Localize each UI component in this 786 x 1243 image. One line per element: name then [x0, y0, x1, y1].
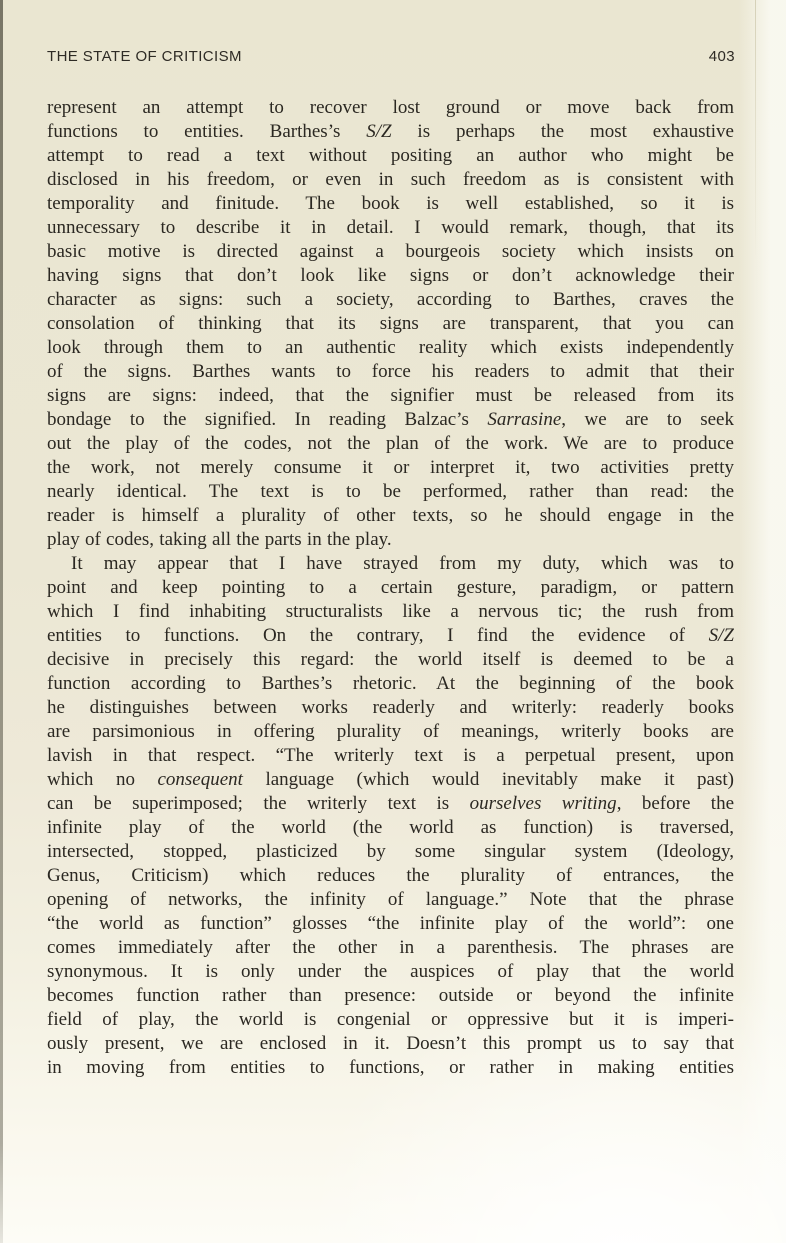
text-line: intersected, stopped, plasticized by some singular system (Ideology,: [47, 841, 734, 862]
text-line: “the world as function” glosses “the infinite play of the world”: one: [47, 913, 734, 934]
text-line: lavish in that respect. “The writerly text is a perpetual present, upon: [47, 745, 734, 766]
text-line: ously present, we are enclosed in it. Doesn’t this prompt us to say that: [47, 1033, 734, 1054]
text-line: having signs that don’t look like signs or don’t acknowledge their: [47, 265, 734, 286]
text-line: he distinguishes between works readerly and writerly: readerly books: [47, 697, 734, 718]
text-line: disclosed in his freedom, or even in such freedom as is consistent with: [47, 169, 734, 190]
text-line: becomes function rather than presence: outside or beyond the infinite: [47, 985, 734, 1006]
text-line: temporality and finitude. The book is well established, so it is: [47, 193, 734, 214]
text-line: signs are signs: indeed, that the signifier must be released from its: [47, 385, 734, 406]
text-line: Genus, Criticism) which reduces the plurality of entrances, the: [47, 865, 734, 886]
text-line: reader is himself a plurality of other texts, so he should engage in the: [47, 505, 734, 526]
text-line: which no consequent language (which would inevitably make it past): [47, 769, 734, 790]
running-head-title: THE STATE OF CRITICISM: [47, 48, 242, 65]
body-text: [47, 96, 734, 1080]
text-line: field of play, the world is congenial or oppressive but it is imperi-: [47, 1009, 734, 1030]
text-line: consolation of thinking that its signs are transparent, that you can: [47, 313, 734, 334]
text-line: basic motive is directed against a bourgeois society which insists on: [47, 241, 734, 262]
text-line: represent an attempt to recover lost ground or move back from: [47, 97, 734, 118]
text-line: unnecessary to describe it in detail. I would remark, though, that its: [47, 217, 734, 238]
scan-edge-shadow: [0, 0, 3, 1243]
text-line: It may appear that I have strayed from my duty, which was to: [71, 553, 734, 574]
text-line: can be superimposed; the writerly text is ourselves writing, before the: [47, 793, 734, 814]
text-line: the work, not merely consume it or interpret it, two activities pretty: [47, 457, 734, 478]
text-line: synonymous. It is only under the auspices of play that the world: [47, 961, 734, 982]
text-line: look through them to an authentic reality which exists independently: [47, 337, 734, 358]
text-line: attempt to read a text without positing an author who might be: [47, 145, 734, 166]
text-line: decisive in precisely this regard: the world itself is deemed to be a: [47, 649, 734, 670]
text-line: of the signs. Barthes wants to force his readers to admit that their: [47, 361, 734, 382]
text-line: functions to entities. Barthes’s S/Z is perhaps the most exhaustive: [47, 121, 734, 142]
text-line: function according to Barthes’s rhetoric. At the beginning of the book: [47, 673, 734, 694]
text-line: character as signs: such a society, according to Barthes, craves the: [47, 289, 734, 310]
running-head: [47, 49, 735, 65]
text-line: point and keep pointing to a certain gesture, paradigm, or pattern: [47, 577, 734, 598]
text-line: which I find inhabiting structuralists like a nervous tic; the rush from: [47, 601, 734, 622]
text-line: nearly identical. The text is to be performed, rather than read: the: [47, 481, 734, 502]
text-line: out the play of the codes, not the plan of the work. We are to produce: [47, 433, 734, 454]
scan-crease-line: [755, 0, 756, 260]
text-line: play of codes, taking all the parts in the play.: [47, 529, 392, 550]
page-number: 403: [708, 48, 735, 65]
text-line: bondage to the signified. In reading Balzac’s Sarrasine, we are to seek: [47, 409, 734, 430]
text-line: comes immediately after the other in a parenthesis. The phrases are: [47, 937, 734, 958]
text-line: infinite play of the world (the world as function) is traversed,: [47, 817, 734, 838]
text-line: in moving from entities to functions, or rather in making entities: [47, 1057, 734, 1078]
text-line: opening of networks, the infinity of language.” Note that the phrase: [47, 889, 734, 910]
text-line: entities to functions. On the contrary, I find the evidence of S/Z: [47, 625, 734, 646]
text-line: are parsimonious in offering plurality of meanings, writerly books are: [47, 721, 734, 742]
